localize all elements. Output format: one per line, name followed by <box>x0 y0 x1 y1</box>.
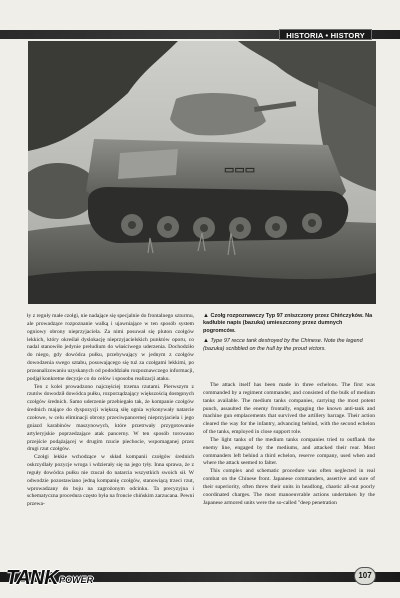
tankpower-logo <box>6 566 93 588</box>
svg-text:▭▭▭: ▭▭▭ <box>224 164 256 176</box>
paragraph: This complex and schematic procedure was often neglected in real combat on the Chinese front. Japanese commanders, assertive and sure of their superiority, often threw their units in headlong, chaotic all-out poorly coordinated charges. The most manoeuvrable actions undertaken by the Japanese armored units were the so-called "deep penetration <box>203 468 375 506</box>
logo-main: TANK <box>6 567 59 589</box>
paragraph: Ten z kolei prowadzono najczęściej trzema rzutami. Pierwszym z rzutów dowodził dowódca pułku, rozporządzający większością dostępnych czołgów średnich. Samo uderzenie przebiegało tak, że kompanie czołgów średnich mające do dyspozycji większą siłę ognia wykonywały natarcie czołowe, w celu eliminacji obrony przeciwpancernej nieprzyjaciela i jego gniazd karabinów maszynowych, które przetrwały przygotowanie artyleryjskie poprzedzające atak pancerny. W ten sposób torowano przejście podążającej w drugim rzucie piechocie, wspomaganej przez drugi rzut czołgów. <box>27 383 194 453</box>
paragraph: ły z reguły małe czołgi, nie nadające się specjalnie do frontalnego szturmu, ale prowadzące rozpoznanie walką i ujawniające w ten sposób system ogniowy obrony nieprzyjaciela. Za nimi posuwał się pluton czołgów lekkich, który określał dyslokację nieprzyjacielskich punktów oporu, co nadal stanowiło jedynie preludium do właściwego uderzenia. Dochodziło do niego, gdy dowódca pułku, przebywający w jednym z czołgów dowodzenia swego sztabu, posuwającego się tuż za czołgami lekkimi, po przeanalizowaniu uzyskanych od pododdziału rozpoznawczego informacji, podjął konkretne decyzje co do celów i sposobu realizacji ataku. <box>27 313 194 382</box>
caption-text: Czołg rozpoznawczy Typ 97 zniszczony przez Chińczyków. Na kadłubie napis (bazuka) umieszczony przez dumnych pogromców. <box>203 313 373 334</box>
page-number: 107 <box>354 567 376 585</box>
section-label: HISTORIA • HISTORY <box>279 29 372 40</box>
polish-text-column <box>27 313 194 509</box>
english-text-column <box>203 313 375 508</box>
paragraph: The attack itself has been made in three echelons. The first was commanded by a regiment commander, and consisted of the bulk of medium tanks available. The medium tanks companies, carrying the most potent punch, assaulted the enemy frontally, engaging the known anti-tank and machine gun emplacements that survived the artillery barrage. Their action cleared the way for the infantry, advancing behind, with the second echelon of the tanks, employed in close support role. <box>203 382 375 436</box>
triangle-bullet-icon: ▲ <box>203 313 209 319</box>
tank-photo-icon <box>28 41 376 304</box>
photo-caption-polish <box>203 313 375 335</box>
logo-sub: POWER <box>59 575 94 585</box>
triangle-bullet-icon: ▲ <box>203 338 209 345</box>
paragraph: The light tanks of the medium tanks companies tried to outflank the enemy line, engaged by the mediums, and attacked their rear. Most commanders left behind a third echelon, reserve company, used when and where the attack seemed to falter. <box>203 436 375 467</box>
caption-text: Type 97 recce tank destroyed by the Chinese. Note the legend (bazuka) scribbled on the hull by the proud victors. <box>203 338 363 352</box>
paragraph: Czołgi lekkie wchodzące w skład kompanii czołgów średnich oskrzydlały pozycje wroga i wdzierały się na jego tyły. Inna sprawa, że z reguły dowódca pułku nie rzucał do natarcia wszystkich swoich sił. W odwodzie pozostawiano jedną kompanię czołgów, stanowiącą trzeci rzut, wprowadzany do boju na zagrożonym odcinku. Ta precyzyjna i schematyczna procedura często była na froncie chińskim zarzucana. Pewni przewa- <box>27 454 194 508</box>
photo-caption-english <box>203 338 375 353</box>
tank-photo <box>28 41 376 304</box>
